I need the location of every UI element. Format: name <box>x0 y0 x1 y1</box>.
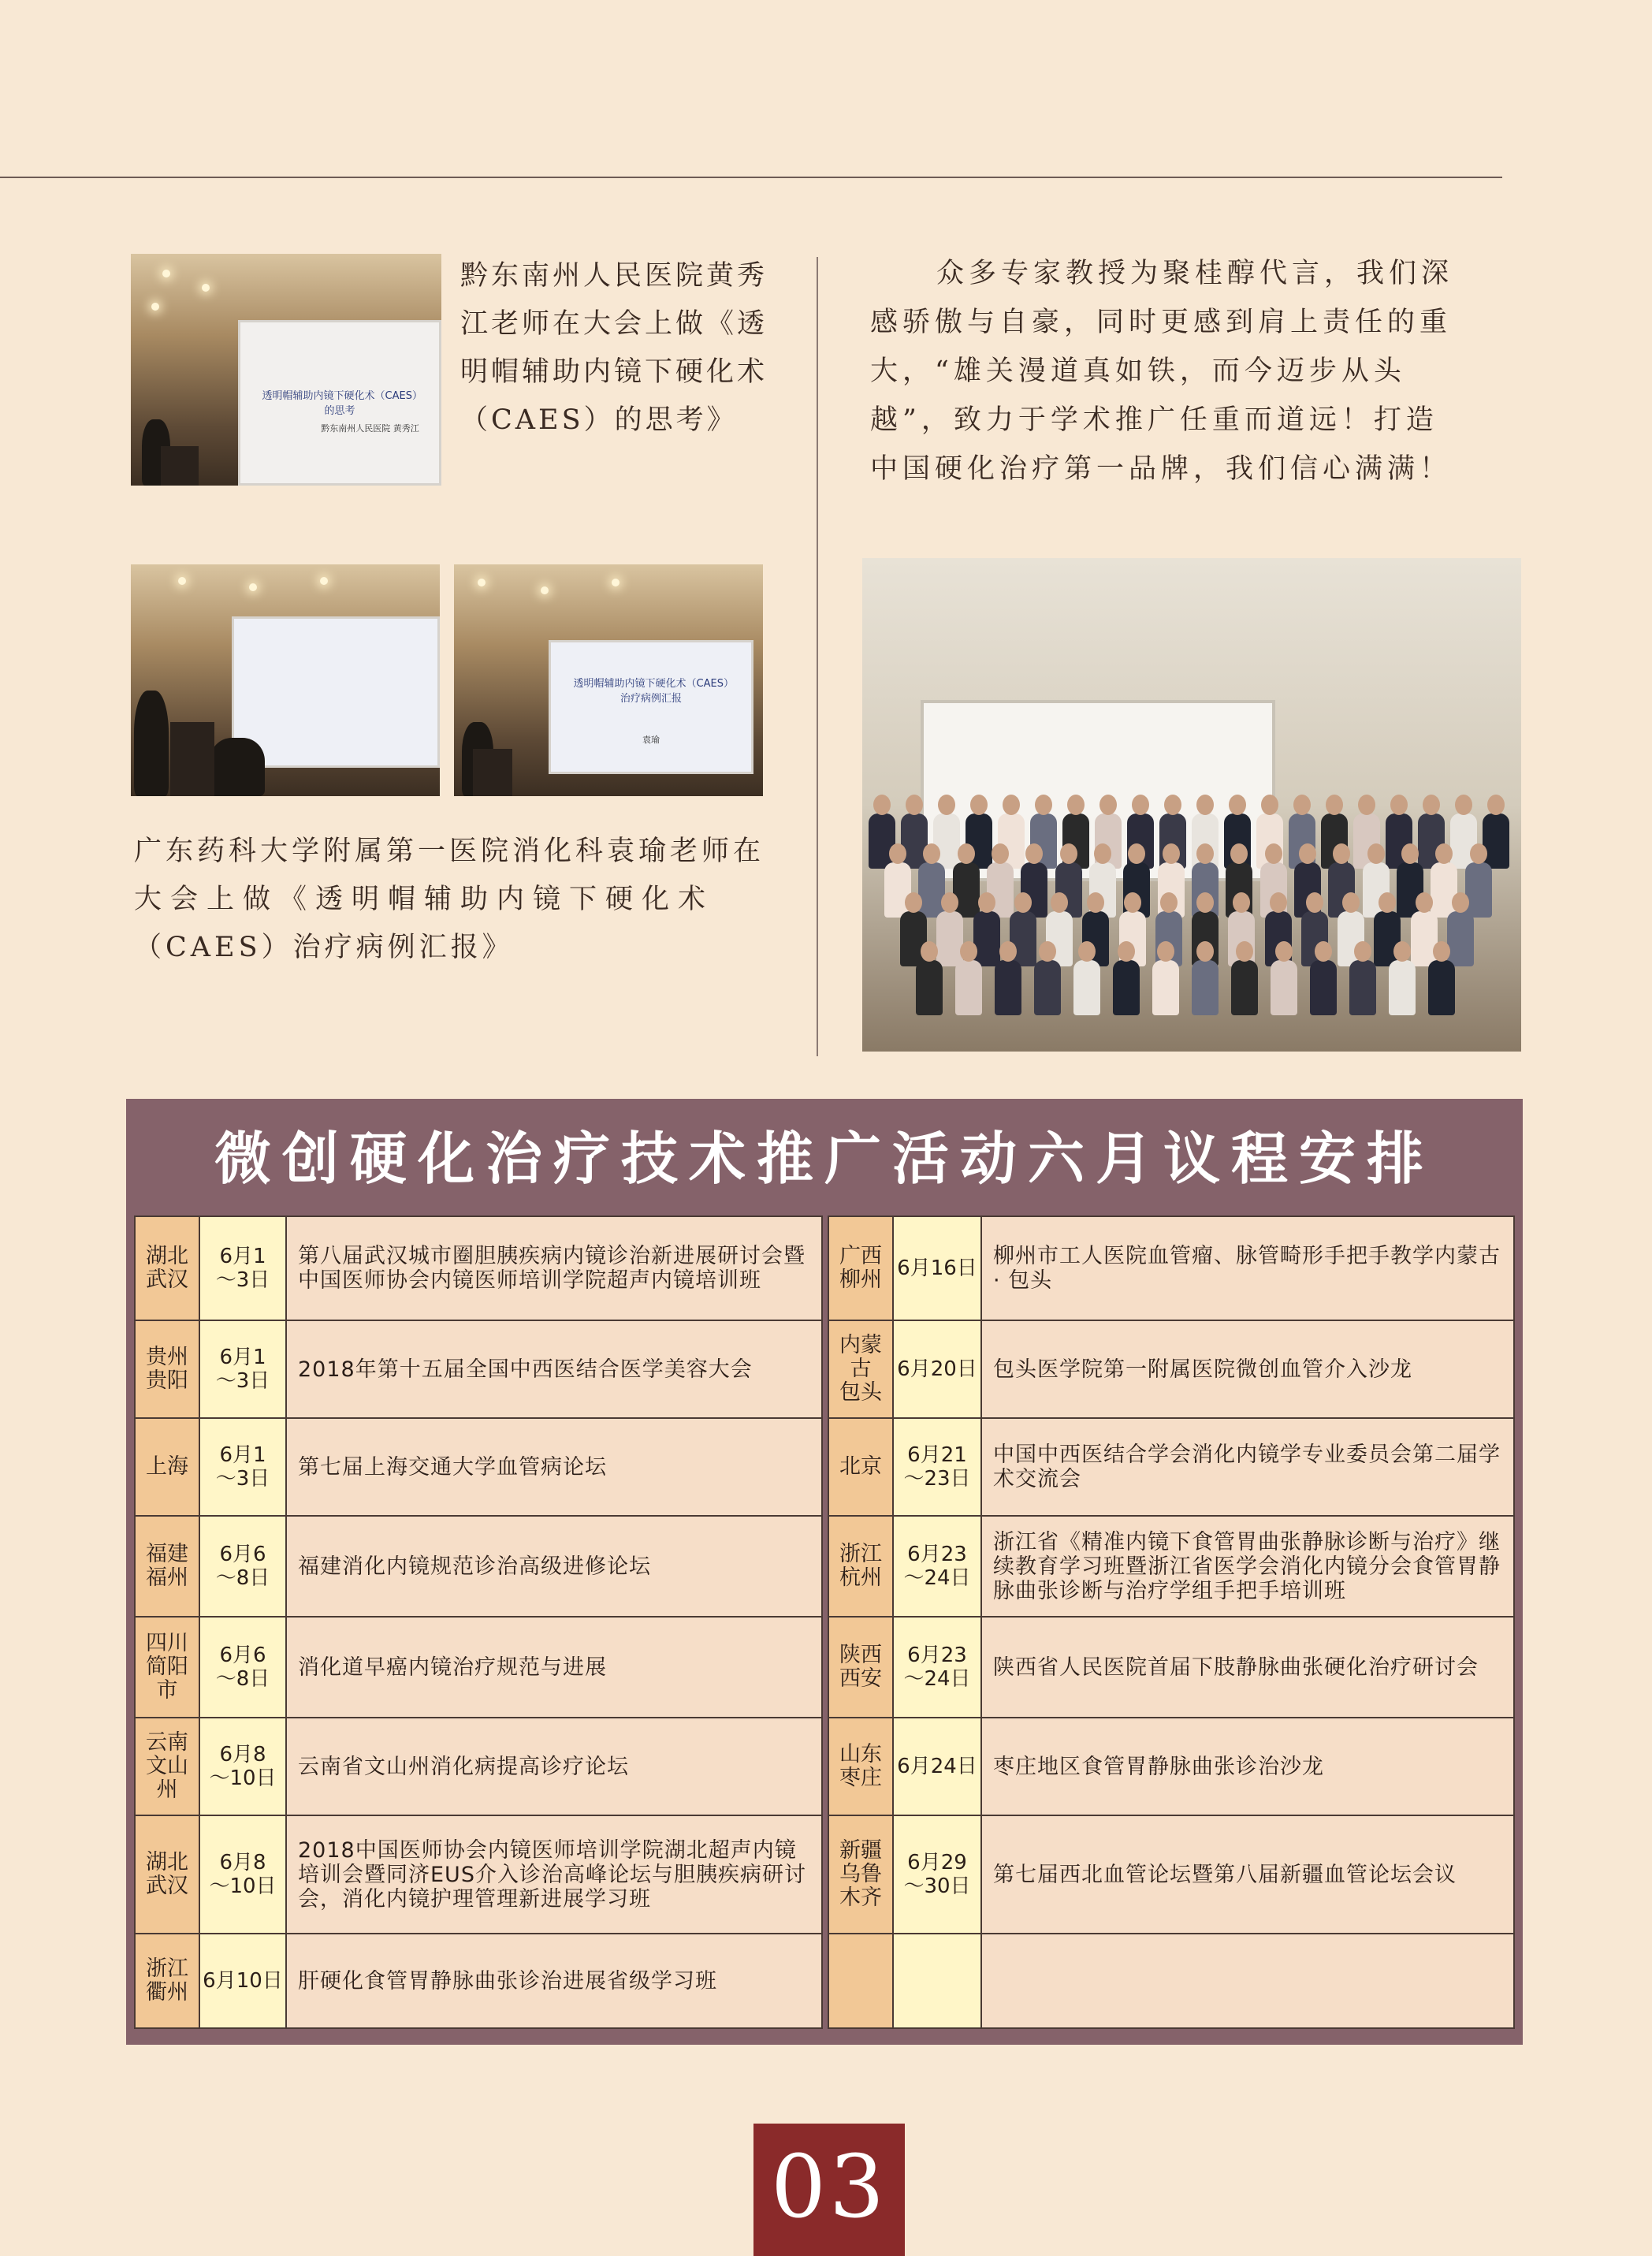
person-head <box>1487 795 1505 815</box>
person-body <box>1113 960 1140 1015</box>
schedule-location: 四川 简阳市 <box>136 1618 199 1717</box>
schedule-row <box>136 1717 821 1815</box>
schedule-table-left <box>134 1215 823 2029</box>
schedule-event: 2018年第十五届全国中西医结合医学美容大会 <box>285 1321 821 1417</box>
schedule-panel <box>126 1099 1523 2045</box>
schedule-date: 6月23 ～24日 <box>892 1618 980 1717</box>
schedule-row <box>829 1417 1513 1515</box>
schedule-date: 6月16日 <box>892 1217 980 1320</box>
person-body <box>995 960 1021 1015</box>
person-body <box>1231 960 1258 1015</box>
person-head <box>921 941 938 962</box>
schedule-row <box>829 1616 1513 1717</box>
photo-lecture-1 <box>131 254 441 486</box>
schedule-event: 福建消化内镜规范诊治高级进修论坛 <box>285 1517 821 1616</box>
schedule-location <box>829 1934 892 2027</box>
slide-subtitle: 袁瑜 <box>642 734 660 745</box>
podium <box>170 722 214 796</box>
person-head <box>1132 795 1149 815</box>
schedule-row <box>136 1217 821 1320</box>
schedule-row <box>136 1417 821 1515</box>
crowd <box>862 787 1521 1052</box>
person-head <box>999 941 1017 962</box>
schedule-table-right <box>828 1215 1515 2029</box>
person-head <box>1452 892 1469 913</box>
person-head <box>960 941 977 962</box>
header-rule <box>0 177 1502 178</box>
schedule-event: 第七届上海交通大学血管病论坛 <box>285 1419 821 1515</box>
person-head <box>873 795 891 815</box>
schedule-date <box>892 1934 980 2027</box>
podium <box>473 749 512 796</box>
schedule-date: 6月1 ～3日 <box>199 1321 285 1417</box>
person-head <box>1455 795 1472 815</box>
column-divider <box>817 257 818 1056</box>
person-head <box>1423 795 1440 815</box>
schedule-event: 陕西省人民医院首届下肢静脉曲张硬化治疗研讨会 <box>980 1618 1513 1717</box>
person-head <box>978 892 995 913</box>
schedule-row <box>829 1815 1513 1933</box>
person-head <box>1039 941 1056 962</box>
person-body <box>955 960 982 1015</box>
person-head <box>1270 892 1287 913</box>
slide-title: 透明帽辅助内镜下硬化术（CAES）的思考 <box>262 389 418 417</box>
schedule-event: 云南省文山州消化病提高诊疗论坛 <box>285 1718 821 1815</box>
person-body <box>953 862 980 918</box>
schedule-row <box>829 1217 1513 1320</box>
schedule-location: 北京 <box>829 1419 892 1515</box>
person-body <box>1152 960 1179 1015</box>
schedule-date: 6月23 ～24日 <box>892 1517 980 1616</box>
photo-lecture-3 <box>454 564 763 796</box>
schedule-row <box>136 1815 821 1933</box>
person-head <box>1358 795 1375 815</box>
person-body <box>1483 813 1509 869</box>
person-head <box>1157 941 1174 962</box>
schedule-location: 贵州 贵阳 <box>136 1321 199 1417</box>
person-body <box>1389 960 1416 1015</box>
schedule-date: 6月21 ～23日 <box>892 1419 980 1515</box>
person-body <box>1428 960 1455 1015</box>
person-body <box>916 960 943 1015</box>
schedule-row <box>136 1616 821 1717</box>
person-head <box>1433 941 1450 962</box>
schedule-event: 2018中国医师协会内镜医师培训学院湖北超声内镜培训会暨同济EUS介入诊治高峰论坛与胆胰疾病研讨会，消化内镜护理管理新进展学习班 <box>285 1816 821 1933</box>
caption-photo-1: 黔东南州人民医院黄秀 江老师在大会上做《透 明帽辅助内镜下硬化术 （CAES）的思考》 <box>460 260 768 436</box>
person-head <box>1196 941 1214 962</box>
audience-silhouette <box>134 691 169 796</box>
person-head <box>1390 795 1408 815</box>
schedule-location: 湖北 武汉 <box>136 1217 199 1320</box>
person-head <box>1393 941 1411 962</box>
person-head <box>1060 843 1077 864</box>
person-head <box>1099 795 1117 815</box>
schedule-row <box>829 1717 1513 1815</box>
person-head <box>1293 795 1311 815</box>
schedule-location: 福建 福州 <box>136 1517 199 1616</box>
person-head <box>1265 843 1282 864</box>
person-body <box>918 862 945 918</box>
person-head <box>1196 843 1214 864</box>
schedule-date: 6月20日 <box>892 1321 980 1417</box>
person-head <box>1470 843 1487 864</box>
person-body <box>973 911 1000 966</box>
schedule-location: 陕西 西安 <box>829 1618 892 1717</box>
person-head <box>905 892 922 913</box>
person-body <box>1192 960 1219 1015</box>
schedule-date: 6月29 ～30日 <box>892 1816 980 1933</box>
person-head <box>958 843 975 864</box>
person-body <box>1073 960 1100 1015</box>
person-head <box>1326 795 1343 815</box>
schedule-event: 中国中西医结合学会消化内镜学专业委员会第二届学术交流会 <box>980 1419 1513 1515</box>
person-head <box>1078 941 1096 962</box>
person-head <box>1014 892 1032 913</box>
slide-subtitle: 黔东南州人民医院 黄秀江 <box>321 423 419 434</box>
person-head <box>1160 892 1178 913</box>
schedule-row <box>829 1320 1513 1417</box>
person-head <box>1275 941 1293 962</box>
person-head <box>1118 941 1135 962</box>
schedule-event: 枣庄地区食管胃静脉曲张诊治沙龙 <box>980 1718 1513 1815</box>
schedule-row <box>829 1515 1513 1616</box>
schedule-date: 6月6 ～8日 <box>199 1618 285 1717</box>
schedule-date: 6月1 ～3日 <box>199 1217 285 1320</box>
person-body <box>936 911 963 966</box>
person-head <box>1003 795 1020 815</box>
person-head <box>1333 843 1350 864</box>
person-head <box>906 795 923 815</box>
schedule-location: 浙江 杭州 <box>829 1517 892 1616</box>
schedule-location: 云南 文山州 <box>136 1718 199 1815</box>
schedule-row <box>829 1933 1513 2027</box>
schedule-date: 6月1 ～3日 <box>199 1419 285 1515</box>
schedule-location: 浙江 衢州 <box>136 1934 199 2027</box>
schedule-event <box>980 1934 1513 2027</box>
schedule-row <box>136 1515 821 1616</box>
podium <box>161 446 199 486</box>
person-head <box>992 843 1009 864</box>
person-body <box>1465 862 1492 918</box>
person-head <box>1261 795 1278 815</box>
person-head <box>1401 843 1419 864</box>
page-number: 03 <box>753 2124 905 2256</box>
person-head <box>1164 795 1181 815</box>
person-head <box>1163 843 1180 864</box>
person-head <box>1236 941 1253 962</box>
schedule-event: 肝硬化食管胃静脉曲张诊治进展省级学习班 <box>285 1934 821 2027</box>
schedule-row <box>136 1933 821 2027</box>
person-head <box>1299 843 1316 864</box>
schedule-location: 上海 <box>136 1419 199 1515</box>
person-head <box>1315 941 1332 962</box>
group-photo <box>862 558 1521 1052</box>
schedule-location: 内蒙古 包头 <box>829 1321 892 1417</box>
person-body <box>901 813 928 869</box>
schedule-event: 第七届西北血管论坛暨第八届新疆血管论坛会议 <box>980 1816 1513 1933</box>
person-body <box>1349 960 1376 1015</box>
person-head <box>1051 892 1068 913</box>
person-head <box>1367 843 1385 864</box>
person-body <box>1447 911 1474 966</box>
person-head <box>1416 892 1433 913</box>
schedule-event: 柳州市工人医院血管瘤、脉管畸形手把手教学内蒙古 · 包头 <box>980 1217 1513 1320</box>
schedule-date: 6月24日 <box>892 1718 980 1815</box>
person-head <box>1067 795 1085 815</box>
schedule-event: 包头医学院第一附属医院微创血管介入沙龙 <box>980 1321 1513 1417</box>
person-head <box>1379 892 1396 913</box>
schedule-event: 第八届武汉城市圈胆胰疾病内镜诊治新进展研讨会暨中国医师协会内镜医师培训学院超声内镜培训班 <box>285 1217 821 1320</box>
schedule-location: 湖北 武汉 <box>136 1816 199 1933</box>
person-head <box>1342 892 1360 913</box>
person-body <box>1271 960 1297 1015</box>
photo-lecture-2 <box>131 564 440 796</box>
person-head <box>1124 892 1141 913</box>
person-head <box>889 843 906 864</box>
schedule-location: 新疆 乌鲁 木齐 <box>829 1816 892 1933</box>
person-head <box>970 795 988 815</box>
schedule-location: 山东 枣庄 <box>829 1718 892 1815</box>
person-body <box>1310 960 1337 1015</box>
schedule-date: 6月8 ～10日 <box>199 1718 285 1815</box>
person-body <box>1034 960 1061 1015</box>
person-head <box>1196 892 1214 913</box>
person-head <box>1229 795 1246 815</box>
person-head <box>1354 941 1371 962</box>
schedule-date: 6月8 ～10日 <box>199 1816 285 1933</box>
slide-title: 透明帽辅助内镜下硬化术（CAES）治疗病例汇报 <box>573 678 729 705</box>
quote-paragraph: 众多专家教授为聚桂醇代言，我们深 感骄傲与自豪，同时更感到肩上责任的重 大，“雄关漫道真如铁，而今迈步从头 越”，致力于学术推广任重而道远！打造 中国硬化治疗第一品牌，我们信心满满！ <box>870 258 1454 485</box>
audience-silhouette <box>210 738 265 796</box>
schedule-event: 消化道早癌内镜治疗规范与进展 <box>285 1618 821 1717</box>
person-head <box>1094 843 1111 864</box>
schedule-event: 浙江省《精准内镜下食管胃曲张静脉诊断与治疗》继续教育学习班暨浙江省医学会消化内镜分会食管胃静脉曲张诊断与治疗学组手把手培训班 <box>980 1517 1513 1616</box>
schedule-date: 6月6 ～8日 <box>199 1517 285 1616</box>
schedule-date: 6月10日 <box>199 1934 285 2027</box>
person-head <box>938 795 955 815</box>
person-head <box>1196 795 1214 815</box>
person-head <box>1306 892 1323 913</box>
schedule-row <box>136 1320 821 1417</box>
caption-photos-2-3: 广东药科大学附属第一医院消化科袁瑜老师在 大会上做《透明帽辅助内镜下硬化术 （CAES）治疗病例汇报》 <box>134 836 765 963</box>
schedule-location: 广西 柳州 <box>829 1217 892 1320</box>
person-body <box>1411 911 1438 966</box>
person-head <box>1035 795 1052 815</box>
schedule-title: 微创硬化治疗技术推广活动六月议程安排 <box>214 1125 1434 1192</box>
